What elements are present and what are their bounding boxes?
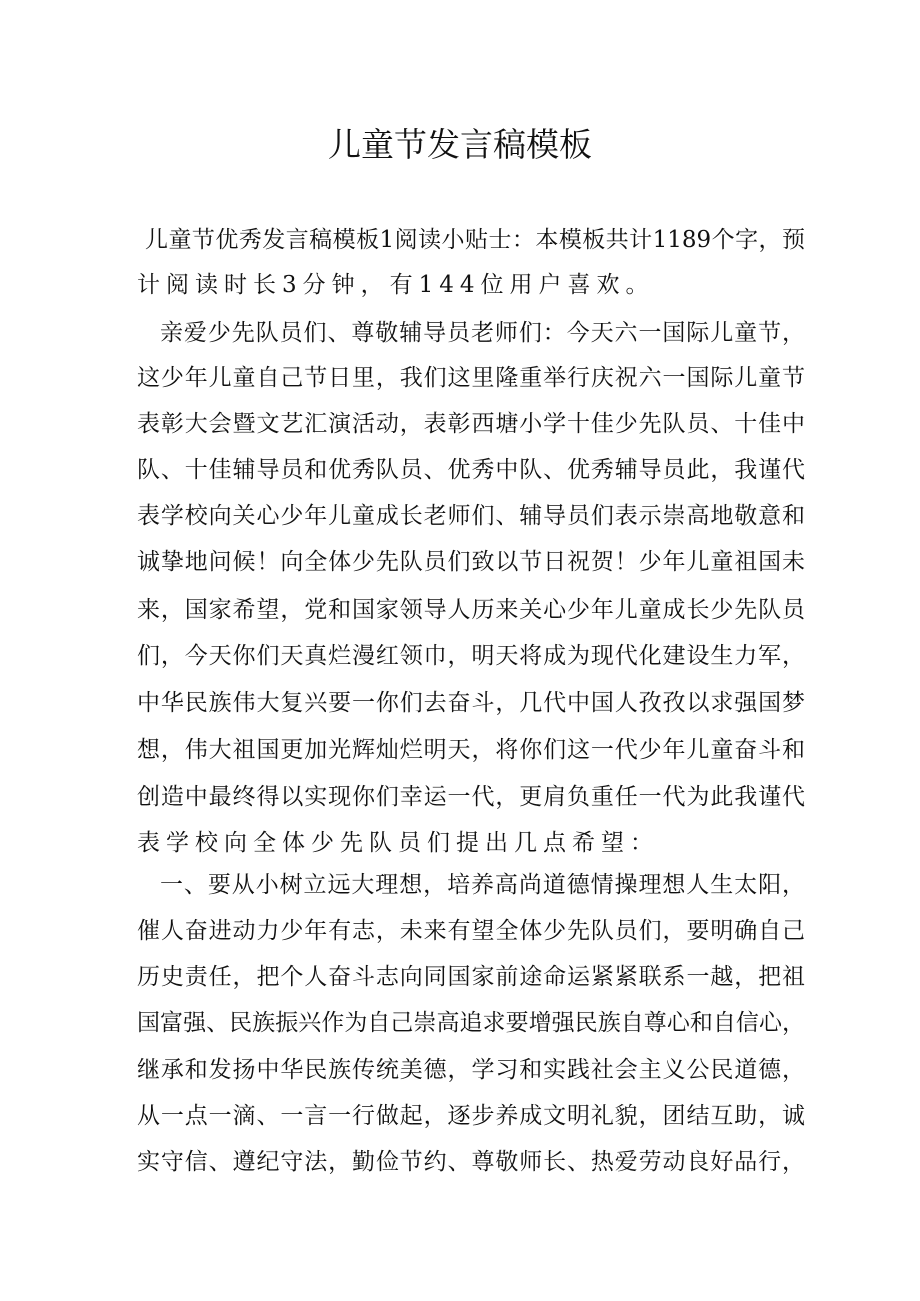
text-line: 儿童节优秀发言稿模板1阅读小贴士：本模板共计1189个字，预 [145, 227, 805, 253]
text-line: 表彰大会暨文艺汇演活动，表彰西塘小学十佳少先队员、十佳中 [137, 411, 805, 437]
document-title: 儿童节发言稿模板 [328, 125, 592, 164]
text-line: 催人奋进动力少年有志，未来有望全体少先队员们，要明确自己 [137, 918, 805, 944]
text-line: 计阅读时长3分钟，有144位用户喜欢。 [137, 272, 655, 298]
text-line: 这少年儿童自己节日里，我们这里隆重举行庆祝六一国际儿童节 [137, 365, 805, 391]
text-line: 们，今天你们天真烂漫红领巾，明天将成为现代化建设生力军， [137, 643, 805, 669]
text-line: 实守信、遵纪守法，勤俭节约、尊敬师长、热爱劳动良好品行， [137, 1149, 805, 1175]
text-line: 国富强、民族振兴作为自己崇高追求要增强民族自尊心和自信心， [137, 1010, 805, 1036]
text-line: 创造中最终得以实现你们幸运一代，更肩负重任一代为此我谨代 [137, 784, 805, 810]
text-line: 亲爱少先队员们、尊敬辅导员老师们：今天六一国际儿童节， [160, 320, 805, 346]
text-line: 继承和发扬中华民族传统美德，学习和实践社会主义公民道德， [137, 1057, 805, 1083]
text-line: 表学校向关心少年儿童成长老师们、辅导员们表示崇高地敬意和 [137, 503, 805, 529]
text-line: 中华民族伟大复兴要一你们去奋斗，几代中国人孜孜以求强国梦 [137, 690, 805, 716]
text-line: 历史责任，把个人奋斗志向同国家前途命运紧紧联系一越，把祖 [137, 964, 805, 990]
text-line: 诚挚地问候！向全体少先队员们致以节日祝贺！少年儿童祖国未 [137, 549, 805, 575]
text-line: 队、十佳辅导员和优秀队员、优秀中队、优秀辅导员此，我谨代 [137, 457, 805, 483]
text-line: 表学校向全体少先队员们提出几点希望： [137, 830, 659, 856]
text-line: 从一点一滴、一言一行做起，逐步养成文明礼貌，团结互助，诚 [137, 1103, 805, 1129]
text-line: 来，国家希望，党和国家领导人历来关心少年儿童成长少先队员 [137, 597, 805, 623]
text-line: 想，伟大祖国更加光辉灿烂明天，将你们这一代少年儿童奋斗和 [137, 737, 805, 763]
text-line: 一、要从小树立远大理想，培养高尚道德情操理想人生太阳， [160, 872, 805, 898]
